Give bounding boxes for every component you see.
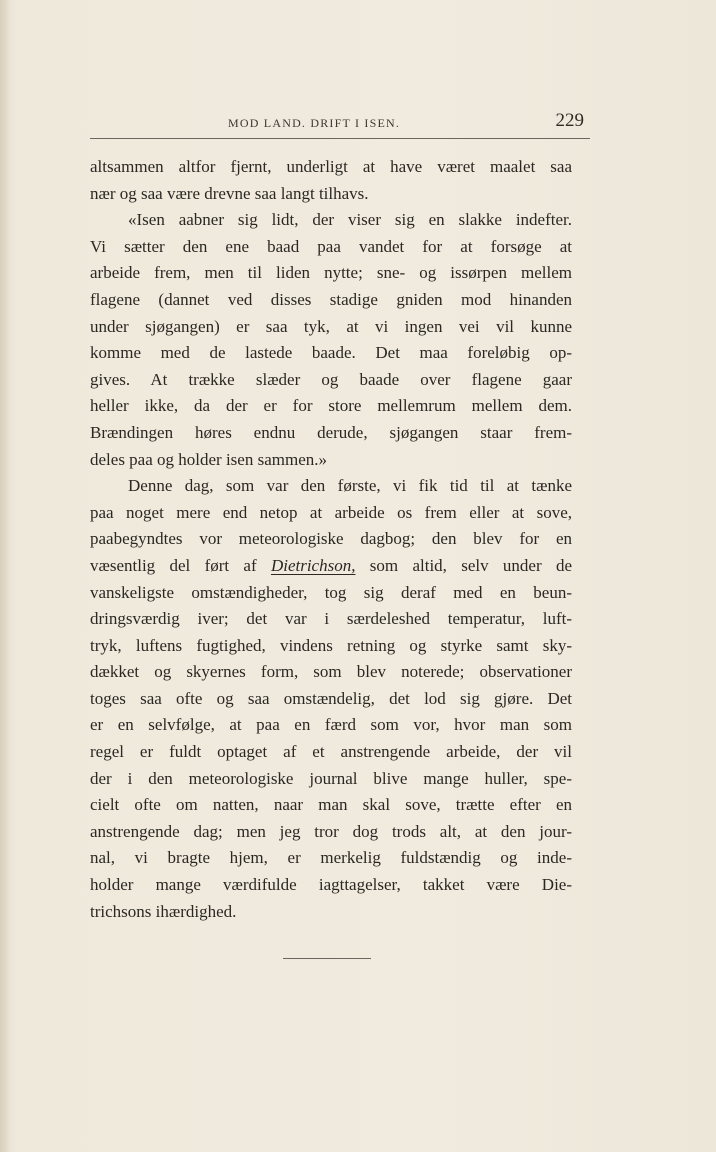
text-line: trichsons ihærdighed. (90, 901, 237, 921)
text-line: under sjøgangen) er saa tyk, at vi ingen vei vil kunne (90, 316, 572, 336)
running-head (90, 110, 588, 134)
section-end-rule (283, 958, 371, 959)
text-line: flagene (dannet ved disses stadige gniden mod hinanden (90, 289, 572, 309)
text-fragment: væsentlig del ført af (90, 555, 257, 575)
body-text (90, 154, 572, 925)
text-line: altsammen altfor fjernt, underligt at have været maalet saa (90, 157, 572, 176)
text-line: komme med de lastede baade. Det maa foreløbig op- (90, 343, 572, 363)
text-line: nær og saa være drevne saa langt tilhavs. (90, 183, 369, 203)
text-line: dringsværdig iver; det var i særdeleshed temperatur, luft- (90, 609, 572, 629)
text-line: tryk, luftens fugtighed, vindens retning og styrke samt sky- (90, 635, 572, 655)
text-line: vanskeligste omstændigheder, tog sig deraf med en beun- (90, 582, 572, 602)
italic-name: Dietrichson, (270, 555, 356, 575)
text-line: paa noget mere end netop at arbeide os frem eller at sove, (90, 502, 572, 522)
text-line: toges saa ofte og saa omstændelig, det lod sig gjøre. Det (90, 688, 572, 708)
text-fragment: som altid, selv under de (369, 555, 572, 575)
text-line: holder mange værdifulde iagttagelser, takket være Die- (90, 875, 572, 895)
text-line: «Isen aabner sig lidt, der viser sig en slakke indefter. (128, 210, 572, 230)
text-line-with-name (90, 553, 572, 580)
text-line: dækket og skyernes form, som blev noterede; observationer (90, 662, 572, 682)
text-line: der i den meteorologiske journal blive mange huller, spe- (90, 768, 572, 788)
text-line: gives. At trække slæder og baade over flagene gaar (90, 369, 572, 389)
text-line: Vi sætter den ene baad paa vandet for at forsøge at (90, 236, 572, 256)
text-line: er en selvfølge, at paa en færd som vor, hvor man som (90, 715, 572, 735)
text-line: deles paa og holder isen sammen.» (90, 449, 327, 469)
page-number: 229 (555, 110, 584, 131)
page-spine-shadow (0, 0, 10, 1152)
text-line: paabegyndtes vor meteorologiske dagbog; den blev for en (90, 529, 572, 549)
text-line: heller ikke, da der er for store mellemrum mellem dem. (90, 396, 572, 416)
text-line: anstrengende dag; men jeg tror dog trods alt, at den jour- (90, 821, 572, 841)
text-line: regel er fuldt optaget af et anstrengende arbeide, der vil (90, 742, 572, 762)
header-rule (90, 138, 590, 139)
text-line: arbeide frem, men til liden nytte; sne- og issørpen mellem (90, 263, 572, 283)
text-line: Brændingen høres endnu derude, sjøgangen staar frem- (90, 422, 572, 442)
text-line: cielt ofte om natten, naar man skal sove, trætte efter en (90, 795, 572, 815)
text-line: Denne dag, som var den første, vi fik tid til at tænke (128, 476, 572, 496)
running-head-title: MOD LAND. DRIFT I ISEN. (228, 116, 401, 130)
text-line: nal, vi bragte hjem, er merkelig fuldstændig og inde- (90, 848, 572, 868)
